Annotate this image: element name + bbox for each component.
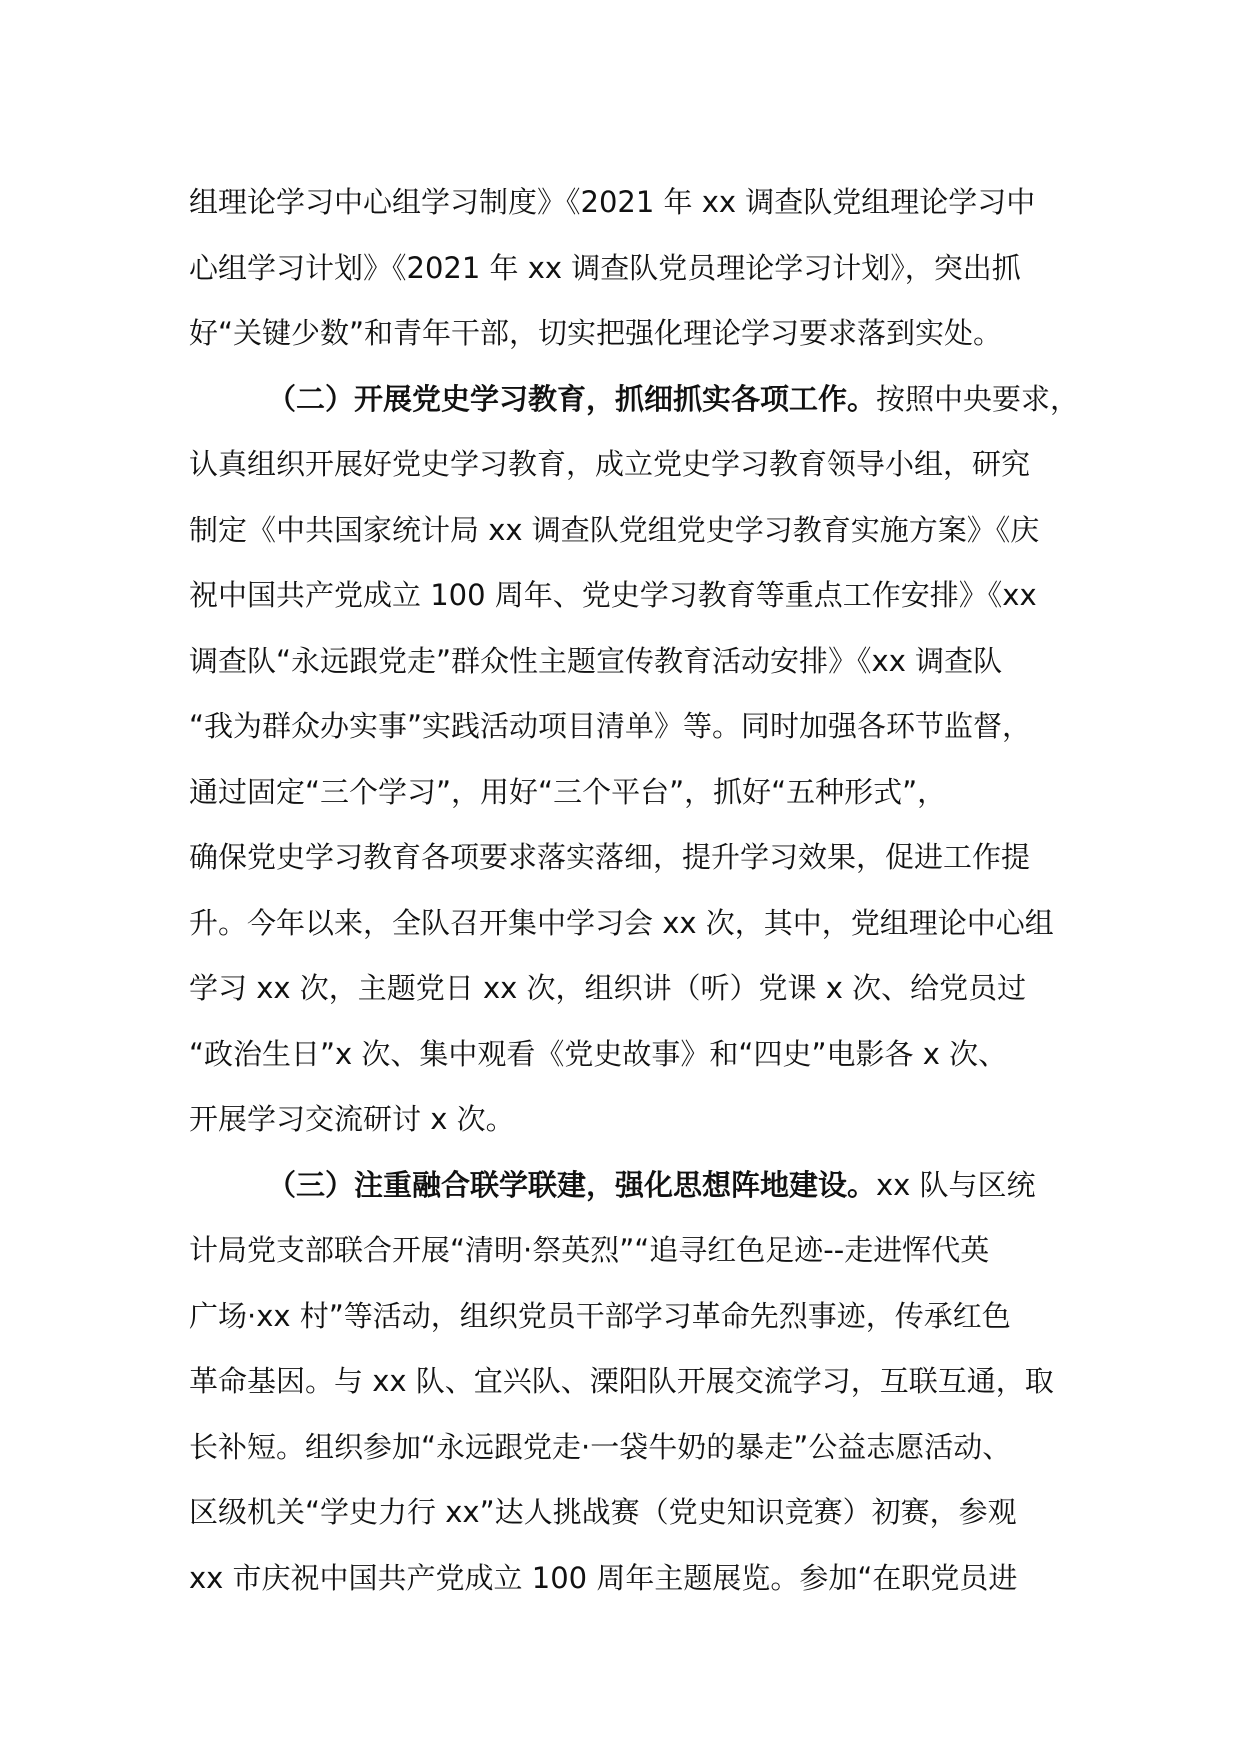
text-line: 祝中国共产党成立 100 周年、党史学习教育等重点工作安排》《xx [189,578,1037,612]
text-run: 按照中央要求， [876,381,1080,416]
text-line: 广场·xx 村”等活动，组织党员干部学习革命先烈事迹，传承红色 [189,1298,1011,1333]
text-line: 制定《中共国家统计局 xx 调查队党组党史学习教育实施方案》《庆 [189,512,1040,547]
section-heading: （二）开展党史学习教育，抓细抓实各项工作。 [267,381,877,416]
section-heading-line [189,1153,1069,1219]
section-heading: （三）注重融合联学联建，强化思想阵地建设。 [267,1167,877,1202]
document-body [189,170,1080,1611]
text-line: 区级机关“学史力行 xx”达人挑战赛（党史知识竞赛）初赛，参观 [189,1495,1017,1529]
text-line: 确保党史学习教育各项要求落实落细，提升学习效果，促进工作提 [189,840,1031,874]
text-line: 长补短。组织参加“永远跟党走·一袋牛奶的暴走”公益志愿活动、 [189,1429,1012,1464]
text-line: 好“关键少数”和青年干部，切实把强化理论学习要求落到实处。 [189,316,1003,350]
text-line: “政治生日”x 次、集中观看《党史故事》和“四史”电影各 x 次、 [189,1036,1008,1071]
text-line: 组理论学习中心组学习制度》《2021 年 xx 调查队党组理论学习中 [189,185,1036,219]
text-line: 计局党支部联合开展“清明·祭英烈”“追寻红色足迹--走进恽代英 [189,1233,990,1267]
paragraph-section-three [189,1153,1069,1612]
paragraph-section-two [189,367,1080,1153]
text-line: 升。今年以来，全队召开集中学习会 xx 次，其中，党组理论中心组 [189,905,1054,940]
text-line: 认真组织开展好党史学习教育，成立党史学习教育领导小组，研究 [189,447,1031,481]
text-line: 通过固定“三个学习”，用好“三个平台”，抓好“五种形式”， [189,774,947,809]
text-line: xx 市庆祝中国共产党成立 100 周年主题展览。参加“在职党员进 [189,1560,1018,1595]
text-line: “我为群众办实事”实践活动项目清单》等。同时加强各环节监督， [189,709,1032,743]
text-line: 心组学习计划》《2021 年 xx 调查队党员理论学习计划》，突出抓 [189,250,1021,285]
text-line: 革命基因。与 xx 队、宜兴队、溧阳队开展交流学习，互联互通，取 [189,1364,1054,1398]
paragraph-intro-continuation [189,170,1069,367]
section-heading-line [189,367,1080,433]
text-line: 学习 xx 次，主题党日 xx 次，组织讲（听）党课 x 次、给党员过 [189,971,1027,1005]
text-line: 开展学习交流研讨 x 次。 [189,1102,515,1136]
text-line: 调查队“永远跟党走”群众性主题宣传教育活动安排》《xx 调查队 [189,643,1003,678]
text-run: xx 队与区统 [876,1167,1036,1202]
